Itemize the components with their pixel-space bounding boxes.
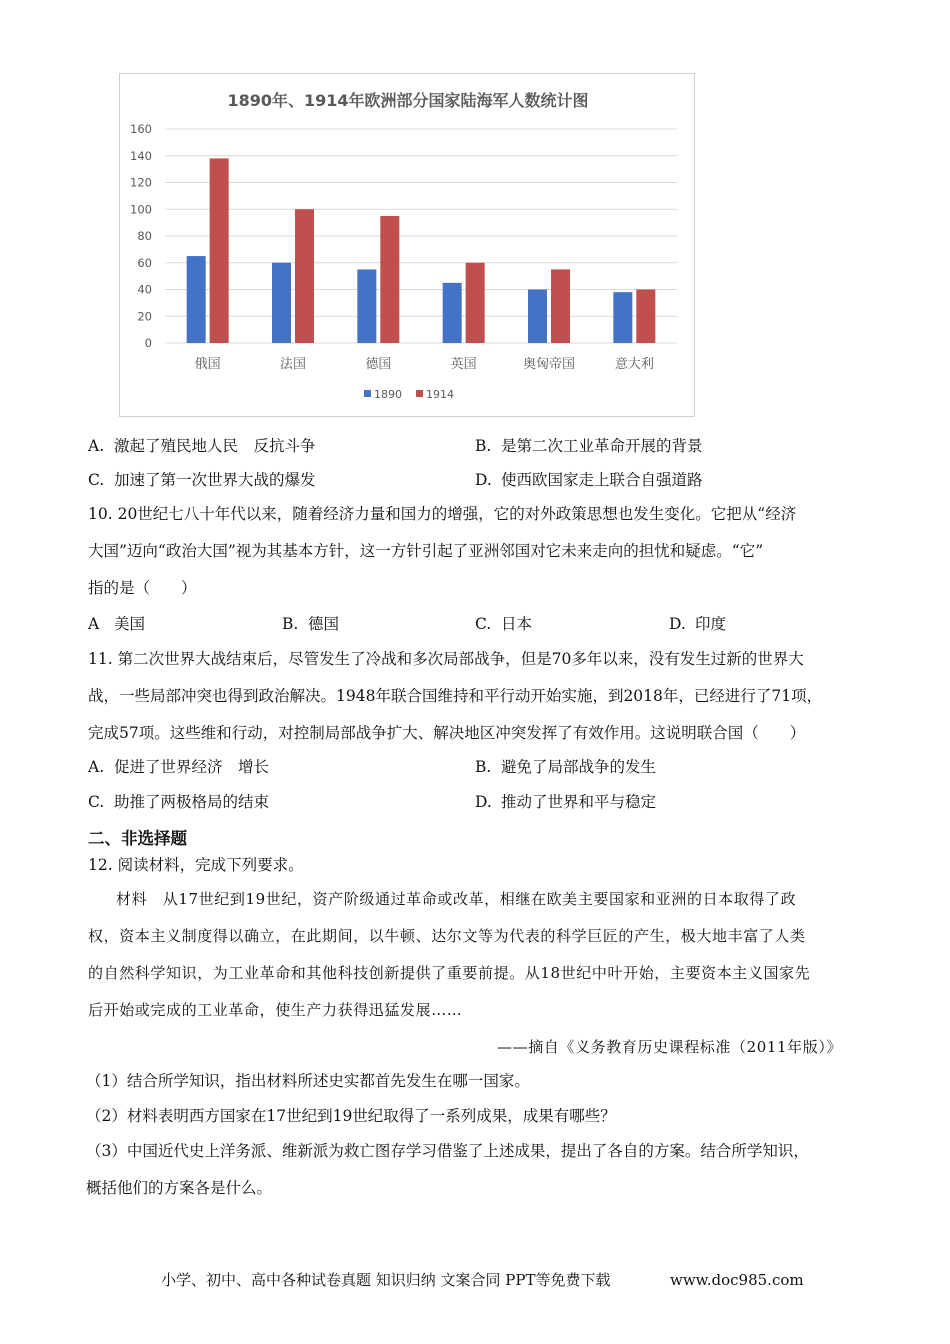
bar-1890	[443, 283, 462, 343]
y-tick-label: 120	[130, 175, 152, 190]
q12-material-line-4: 后开始或完成的工业革命，使生产力获得迅猛发展……	[88, 1001, 463, 1019]
q10-option-a[interactable]: A 美国	[88, 615, 146, 633]
bar-1914	[551, 269, 570, 343]
q12-source: ——摘自《义务教育历史课程标准（2011年版）》	[497, 1038, 843, 1056]
q10-option-d[interactable]: D. 印度	[669, 615, 727, 633]
x-category-label: 德国	[365, 357, 392, 372]
section-title: 二、非选择题	[88, 829, 187, 848]
q11-stem-line-1: 11. 第二次世界大战结束后，尽管发生了冷战和多次局部战争，但是70多年以来，没有发生过新的世界大	[88, 650, 804, 668]
q11-option-a[interactable]: A. 促进了世界经济 增长	[88, 758, 270, 776]
legend-swatch	[364, 390, 371, 397]
q10-stem-line-3: 指的是（ ）	[88, 579, 197, 597]
bar-1914	[295, 209, 314, 343]
q10-option-b[interactable]: B. 德国	[282, 615, 340, 633]
y-tick-label: 140	[130, 148, 152, 163]
y-tick-label: 20	[137, 309, 152, 324]
q10-stem-line-2: 大国”迈向“政治大国”视为其基本方针，这一方针引起了亚洲邻国对它未来走向的担忧和疑虑。“它”	[88, 542, 764, 560]
q9-option-c[interactable]: C. 加速了第一次世界大战的爆发	[88, 471, 316, 489]
bar-1890	[357, 269, 376, 343]
q12-material-line-3: 的自然科学知识，为工业革命和其他科技创新提供了重要前提。从18世纪中叶开始，主要资本主义国家先	[88, 964, 811, 982]
y-tick-label: 100	[130, 202, 152, 217]
y-tick-label: 40	[137, 282, 152, 297]
q9-option-d[interactable]: D. 使西欧国家走上联合自强道路	[475, 471, 703, 489]
q12-question-1: （1）结合所学知识，指出材料所述史实都首先发生在哪一国家。	[86, 1072, 530, 1090]
bar-chart-svg	[120, 74, 696, 418]
bar-1890	[613, 292, 632, 343]
legend-swatch	[416, 390, 423, 397]
bar-1890	[528, 290, 547, 344]
x-category-label: 奥匈帝国	[522, 357, 576, 372]
chart-title: 1890年、1914年欧洲部分国家陆海军人数统计图	[227, 91, 589, 110]
q12-question-3: （3）中国近代史上洋务派、维新派为救亡图存学习借鉴了上述成果，提出了各自的方案。结合所学知识，	[86, 1142, 809, 1160]
bar-1914	[466, 263, 485, 343]
q9-option-a[interactable]: A. 激起了殖民地人民 反抗斗争	[88, 437, 316, 455]
bar-1914	[380, 216, 399, 343]
q12-intro: 12. 阅读材料，完成下列要求。	[88, 856, 304, 874]
x-category-label: 俄国	[194, 357, 221, 372]
q12-material-line-2: 权，资本主义制度得以确立，在此期间，以牛顿、达尔文等为代表的科学巨匠的产生，极大地丰富了人类	[88, 927, 806, 945]
q11-stem-line-2: 战，一些局部冲突也得到政治解决。1948年联合国维持和平行动开始实施，到2018年，已经进行了71项，	[88, 687, 823, 705]
q12-question-3-cont: 概括他们的方案各是什么。	[86, 1179, 273, 1197]
q9-option-b[interactable]: B. 是第二次工业革命开展的背景	[475, 437, 703, 455]
footer-url[interactable]: www.doc985.com	[670, 1271, 804, 1289]
bar-1914	[210, 158, 229, 343]
q10-stem-line-1: 10. 20世纪七八十年代以来，随着经济力量和国力的增强，它的对外政策思想也发生变化。它把从“经济	[88, 505, 797, 523]
x-category-label: 英国	[450, 357, 477, 372]
x-category-label: 意大利	[614, 357, 654, 372]
bar-1890	[187, 256, 206, 343]
bar-1890	[272, 263, 291, 343]
footer-text: 小学、初中、高中各种试卷真题 知识归纳 文案合同 PPT等免费下载	[161, 1271, 611, 1289]
x-category-label: 法国	[279, 357, 307, 372]
y-tick-label: 80	[137, 229, 152, 243]
q11-option-d[interactable]: D. 推动了世界和平与稳定	[475, 793, 657, 811]
legend-label: 1914	[426, 388, 454, 401]
legend-label: 1890	[374, 388, 402, 401]
q11-stem-line-3: 完成57项。这些维和行动，对控制局部战争扩大、解决地区冲突发挥了有效作用。这说明联合国（ ）	[88, 724, 806, 742]
q11-option-c[interactable]: C. 助推了两极格局的结束	[88, 793, 270, 811]
y-tick-label: 0	[144, 336, 152, 350]
bar-1914	[636, 290, 655, 344]
q12-question-2: （2）材料表明西方国家在17世纪到19世纪取得了一系列成果，成果有哪些？	[86, 1107, 616, 1125]
army-size-chart	[119, 73, 695, 417]
y-tick-label: 60	[137, 255, 152, 270]
q10-option-c[interactable]: C. 日本	[475, 615, 533, 633]
q11-option-b[interactable]: B. 避免了局部战争的发生	[475, 758, 657, 776]
y-tick-label: 160	[130, 122, 152, 136]
q12-material-line-1: 材料 从17世纪到19世纪，资产阶级通过革命或改革，相继在欧美主要国家和亚洲的日本取得了政	[116, 890, 797, 908]
